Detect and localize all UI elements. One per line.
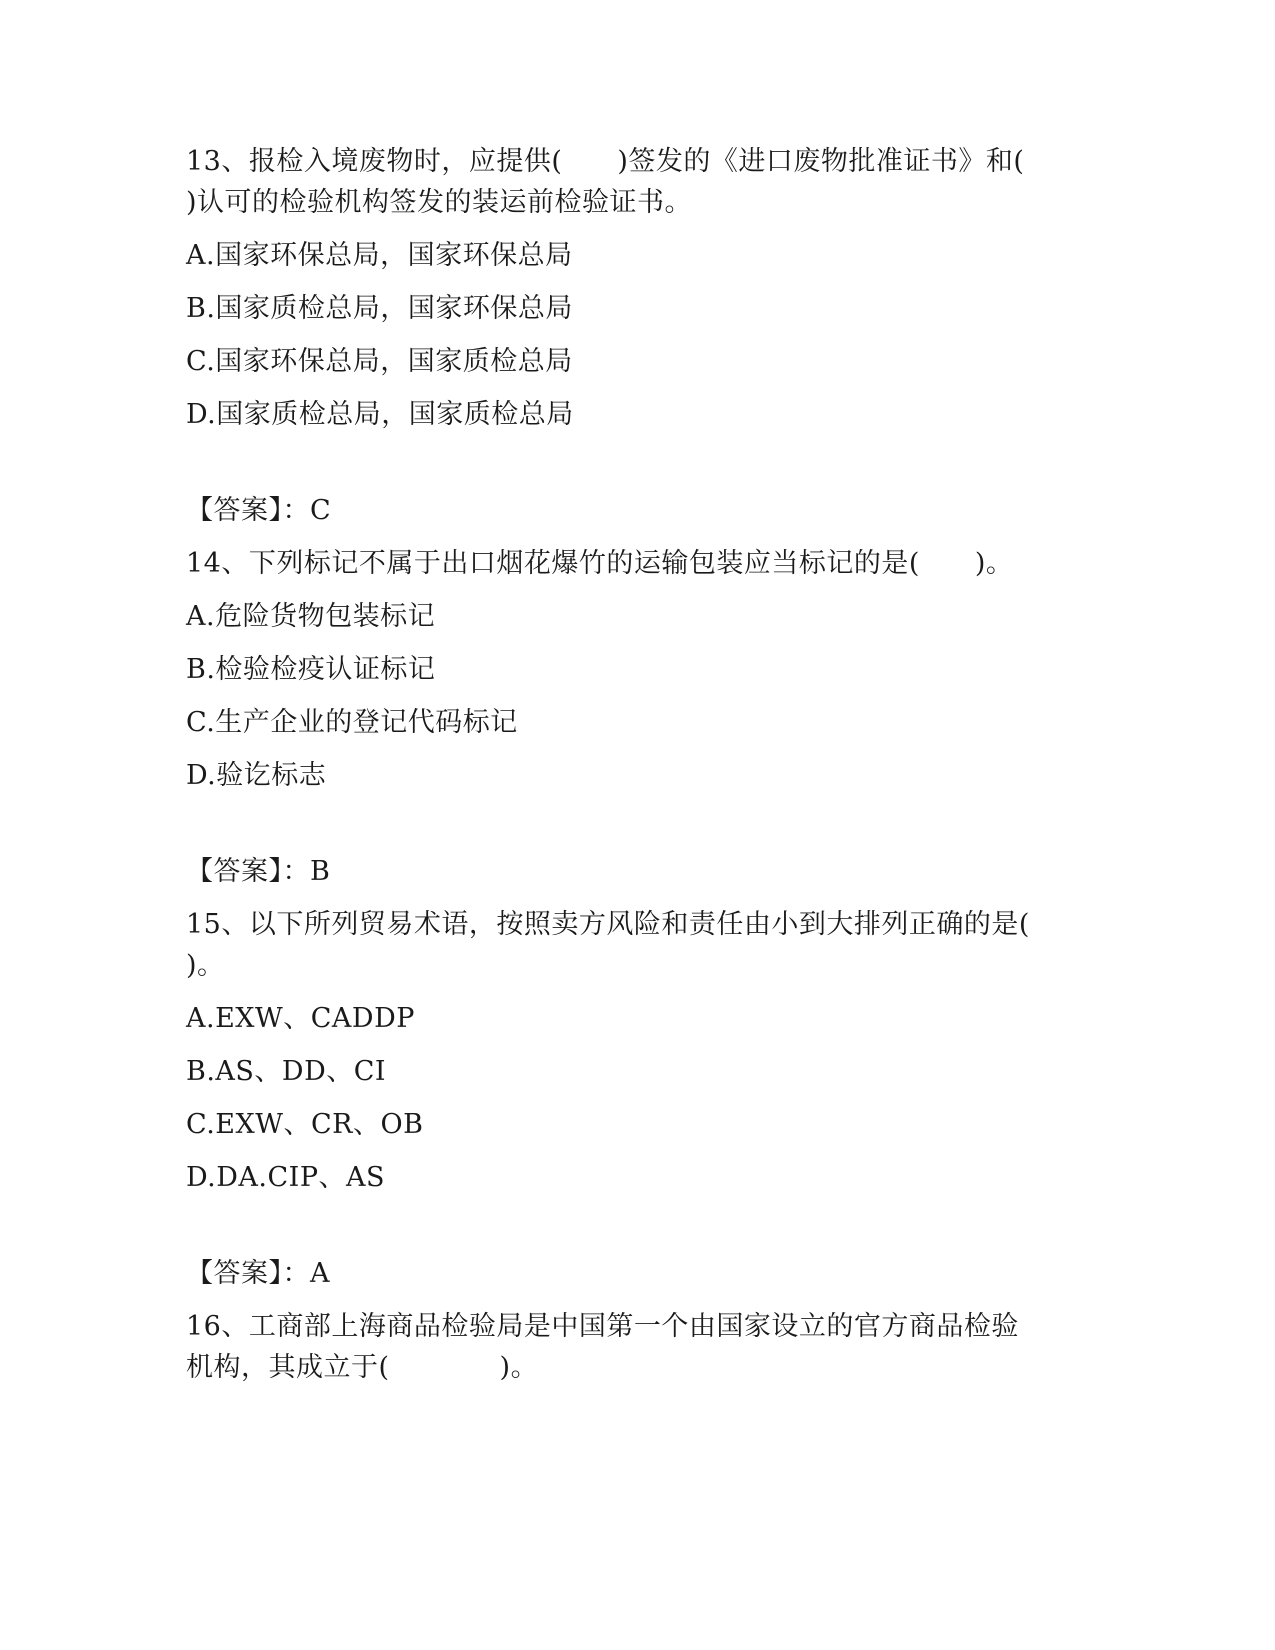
question-13-option-b: B.国家质检总局，国家环保总局 (186, 293, 573, 324)
question-15-option-c: C.EXW、CR、OB (186, 1109, 424, 1140)
question-14-option-d: D.验讫标志 (186, 760, 327, 791)
question-14-option-b: B.检验检疫认证标记 (186, 654, 436, 685)
question-13-stem-line-2: )认可的检验机构签发的装运前检验证书。 (186, 187, 693, 218)
question-15-answer: 【答案】：A (186, 1258, 330, 1289)
question-14-answer: 【答案】：B (186, 856, 331, 887)
question-13-answer: 【答案】：C (186, 495, 332, 526)
question-15-stem-line-1: 15、以下所列贸易术语，按照卖方风险和责任由小到大排列正确的是( (186, 909, 1030, 940)
question-16-stem-line-1: 16、工商部上海商品检验局是中国第一个由国家设立的官方商品检验 (186, 1311, 1019, 1342)
question-13-option-c: C.国家环保总局，国家质检总局 (186, 346, 573, 377)
question-15-option-d: D.DA.CIP、AS (186, 1162, 385, 1193)
question-15-option-b: B.AS、DD、CI (186, 1056, 387, 1087)
question-13-option-d: D.国家质检总局，国家质检总局 (186, 399, 574, 430)
question-15-stem-line-2: )。 (186, 950, 225, 981)
question-16-stem-line-2: 机构，其成立于( )。 (186, 1352, 539, 1383)
question-14-option-a: A.危险货物包装标记 (186, 601, 436, 632)
question-13-stem-line-1: 13、报检入境废物时，应提供( )签发的《进口废物批准证书》和( (186, 146, 1025, 177)
question-13-option-a: A.国家环保总局，国家环保总局 (186, 240, 573, 271)
question-14-stem-line-1: 14、下列标记不属于出口烟花爆竹的运输包装应当标记的是( )。 (186, 548, 1014, 579)
question-15-option-a: A.EXW、CADDP (186, 1003, 415, 1034)
question-14-option-c: C.生产企业的登记代码标记 (186, 707, 518, 738)
